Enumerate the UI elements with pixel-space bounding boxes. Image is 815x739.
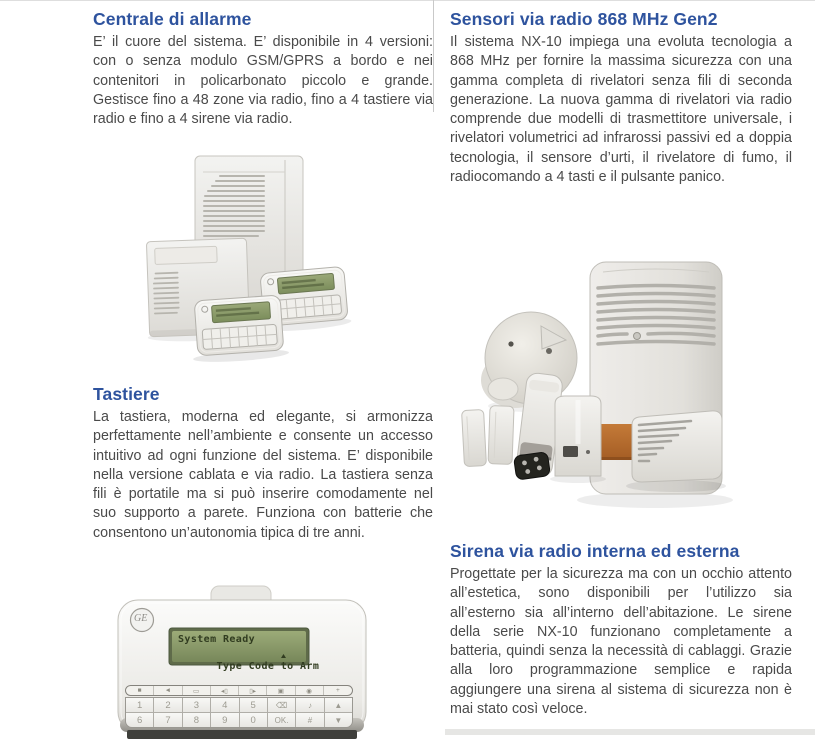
lcd-display — [178, 633, 320, 687]
section-sirena — [450, 540, 792, 719]
keypad-key: 1 — [126, 698, 153, 712]
keypad-key-chime: ♪ — [296, 698, 323, 712]
bottom-edge-strip — [445, 729, 815, 735]
section-body-tastiere: La tastiera, moderna ed elegante, si armonizza perfettamente nell’ambiente e consente un accesso intuitivo ad ogni funzione del sistema. E’ disponibile nella versione cablata e via radio. La tastiera senza fili è portatile ma si può inserire comodamente nel suo supporto a parete. Funziona con batterie che consentono un’autonomia tipica di tre anni. — [93, 409, 433, 541]
keypad-key: 0 — [240, 713, 267, 727]
sensors-photo — [445, 248, 815, 535]
keypad-key: 9 — [211, 713, 238, 727]
keypad-key-grid — [125, 697, 353, 728]
keypad-icon: ▣ — [267, 686, 295, 695]
keypad-icon: ■ — [126, 686, 154, 695]
section-body-centrale: E’ il cuore del sistema. E’ disponibile in 4 versioni: con o senza modulo GSM/GPRS a bordo e nei contenitori in policarbonato piccolo e grande. Gestisce fino a 48 zone via radio, fino a 4 tastiere via radio e fino a 4 sirene via radio. — [93, 34, 433, 128]
keypad-key: 7 — [154, 713, 181, 727]
keypad-icon: ◂▯ — [211, 686, 239, 695]
keypad-icon: ◉ — [296, 686, 324, 695]
keypad-icon-strip — [125, 685, 353, 696]
keypad-icon: + — [335, 687, 340, 694]
keypad-key-up: ▲ — [325, 698, 352, 712]
keypad-key: 6 — [126, 713, 153, 727]
door-contact-illustration — [462, 410, 487, 467]
keypad-key: 5 — [240, 698, 267, 712]
section-body-sirena: Progettate per la sicurezza ma con un occhio attento all’estetica, sono disponibili per l’utilizzo sia all’esterno sia all’interno dell’abitazione. Le sirene della serie NX-10 funzionano completamente a batteria, quindi senza la necessità di cablaggi. Grazie alla loro programmazione semplice e rapida aggiungere una sirena al sistema di sicurezza non è mai stato così veloce. — [450, 566, 792, 718]
ge-logo-monogram: GE — [134, 613, 148, 624]
keypad-key-down: ▼ — [325, 713, 352, 727]
door-contact-illustration — [488, 406, 514, 465]
keypad-key-ok: OK. — [268, 713, 295, 727]
section-title-tastiere: Tastiere — [93, 384, 160, 404]
mini-keypad-front-illustration — [189, 295, 289, 365]
section-title-sensori: Sensori via radio 868 MHz Gen2 — [450, 9, 718, 29]
section-tastiere — [93, 383, 433, 543]
keypad-icon: ▯▸ — [239, 686, 267, 695]
keypad-icon: ▭ — [183, 686, 211, 695]
section-centrale — [93, 8, 433, 129]
keypad-key: 8 — [183, 713, 210, 727]
lcd-line-2: Type Code to Arm — [216, 661, 320, 672]
section-sensori — [450, 8, 792, 187]
section-title-centrale: Centrale di allarme — [93, 9, 252, 29]
section-title-sirena: Sirena via radio interna ed esterna — [450, 541, 740, 561]
pir-detector-center-illustration — [550, 396, 606, 483]
keypad-key: 4 — [211, 698, 238, 712]
keypad-photo — [85, 572, 415, 739]
keypad-key: 3 — [183, 698, 210, 712]
keypad-key-hash: # — [296, 713, 323, 727]
section-body-sensori: Il sistema NX-10 impiega una evoluta tecnologia a 868 MHz per fornire la massima sicurezza con una gamma completa di rivelatori senza fili di seconda generazione. La nuova gamma di rivelatori via radio comprende due modelli di trasmettitore universale, i rivelatori volumetrici ad infrarossi passivi ed a doppia tecnologia, il sensore d’urti, il rivelatore di fumo, il radiocomando a 4 tasti e il pulsante panico. — [450, 34, 792, 186]
panels-photo — [88, 146, 438, 380]
keypad-key: 2 — [154, 698, 181, 712]
column-divider-line — [433, 0, 434, 112]
keyfob-remote-illustration — [513, 452, 550, 480]
lcd-line-1: System Ready — [178, 634, 256, 645]
keypad-key-backspace: ⌫ — [268, 698, 295, 712]
keypad-icon: ◄ — [154, 686, 182, 695]
keypad-keys — [125, 685, 353, 728]
top-hairline — [0, 0, 815, 1]
